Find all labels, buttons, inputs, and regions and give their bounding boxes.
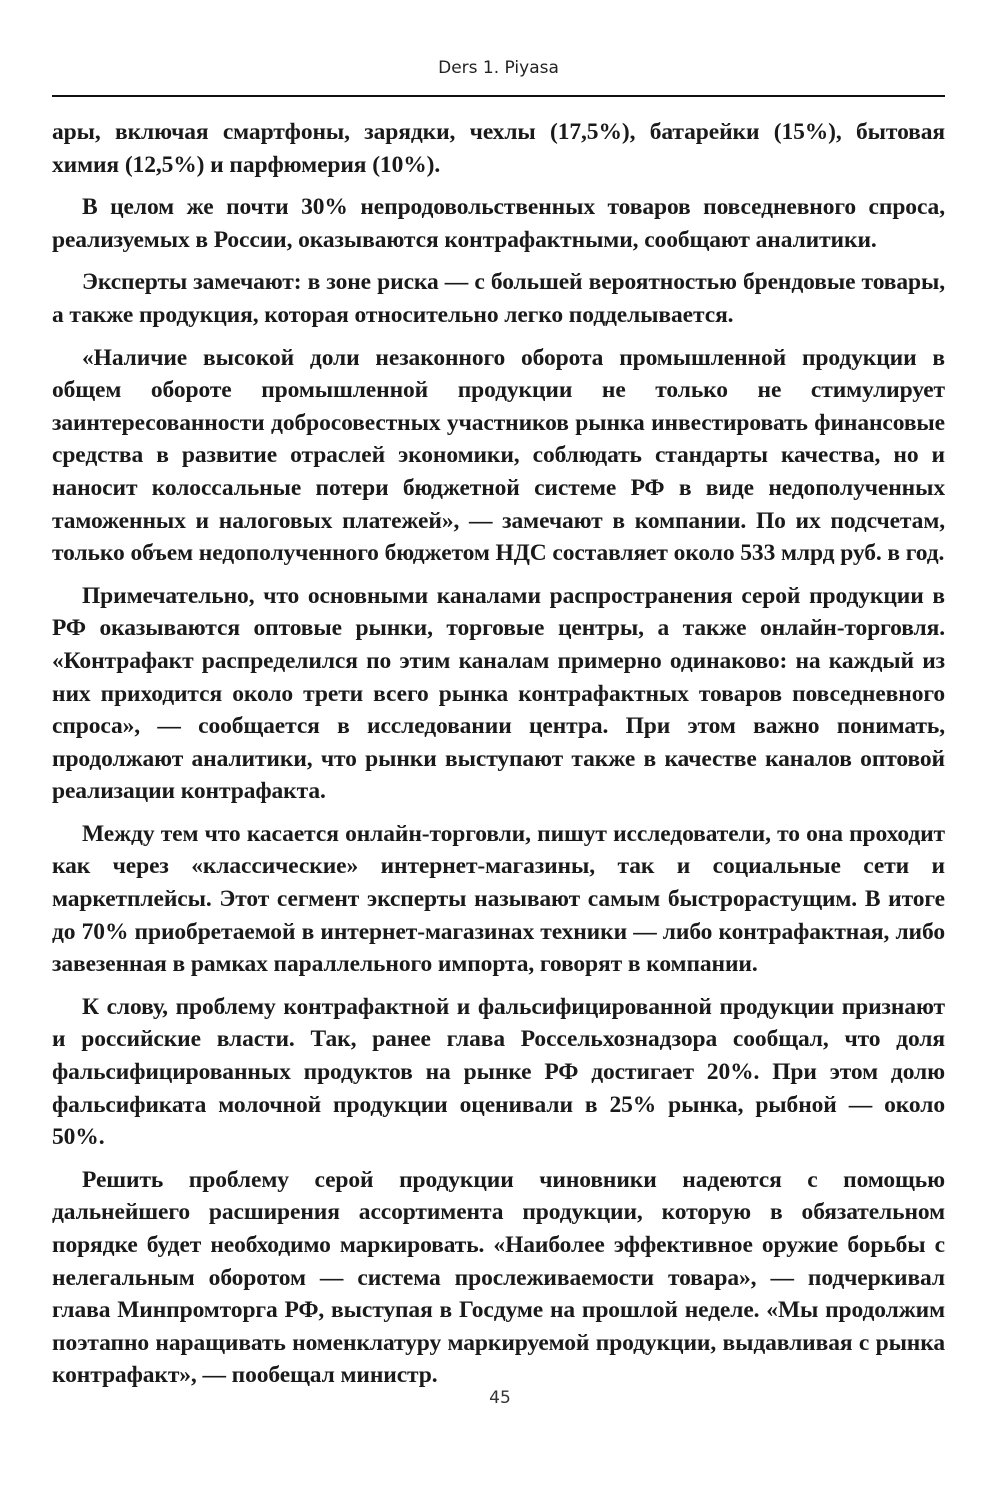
paragraph: В целом же почти 30% непродовольственных товаров повседневного спроса, реализуемых в России, оказываются контрафактными, сообщают аналитики. xyxy=(52,194,945,253)
paragraph-quote: «Наличие высокой доли незаконного оборота промышленной продукции в общем обороте промышленной продукции не только не стимулирует заинтересованности добросовестных участников рынка инвестировать финансовые средства в развитие отраслей экономики, соблюдать стандарты качества, но и наносит колоссальные потери бюджетной системе РФ в виде недополученных таможенных и налоговых платежей», — замечают в компании. По их подсчетам, только объем недополученного бюджетом НДС составляет около 533 млрд руб. в год. xyxy=(52,344,945,567)
paragraph: Примечательно, что основными каналами распространения серой продукции в РФ оказываются оптовые рынки, торговые центры, а также онлайн-торговля. «Контрафакт распределился по этим каналам примерно одинаково: на каждый из них приходится около трети всего рынка контрафактных товаров повседневного спроса», — сообщается в исследовании центра. При этом важно понимать, продолжают аналитики, что рынки выступают также в качестве каналов оптовой реализации контрафакта. xyxy=(52,582,945,805)
paragraph: К слову, проблему контрафактной и фальсифицированной продукции признают и российские власти. Так, ранее глава Россельхознадзора сообщал, что доля фальсифицированных продуктов на рынке РФ достигает 20%. При этом долю фальсификата молочной продукции оценивали в 25% рынка, рыбной — около 50%. xyxy=(52,993,945,1151)
running-header: Ders 1. Piyasa xyxy=(438,58,559,78)
body-text xyxy=(52,116,945,1402)
page-number: 45 xyxy=(489,1388,511,1408)
paragraph-continued: ары, включая смартфоны, зарядки, чехлы (17,5%), батарейки (15%), бытовая химия (12,5%) и парфюмерия (10%). xyxy=(52,119,945,178)
paragraph: Решить проблему серой продукции чиновники надеются с помощью дальнейшего расширения ассортимента продукции, которую в обязательном порядке будет необходимо маркировать. «Наиболее эффективное оружие борьбы с нелегальным оборотом — система прослеживаемости товара», — подчеркивал глава Минпромторга РФ, выступая в Госдуме на прошлой неделе. «Мы продолжим поэтапно наращивать номенклатуру маркируемой продукции, выдавливая с рынка контрафакт», — пообещал министр. xyxy=(52,1166,945,1389)
paragraph: Эксперты замечают: в зоне риска — с большей вероятностью брендовые товары, а также продукция, которая относительно легко подделывается. xyxy=(52,269,945,328)
paragraph: Между тем что касается онлайн-торговли, пишут исследователи, то она проходит как через «классические» интернет-магазины, так и социальные сети и маркетплейсы. Этот сегмент эксперты называют самым быстрорастущим. В итоге до 70% приобретаемой в интернет-магазинах техники — либо контрафактная, либо завезенная в рамках параллельного импорта, говорят в компании. xyxy=(52,820,945,978)
header-rule xyxy=(52,95,945,97)
